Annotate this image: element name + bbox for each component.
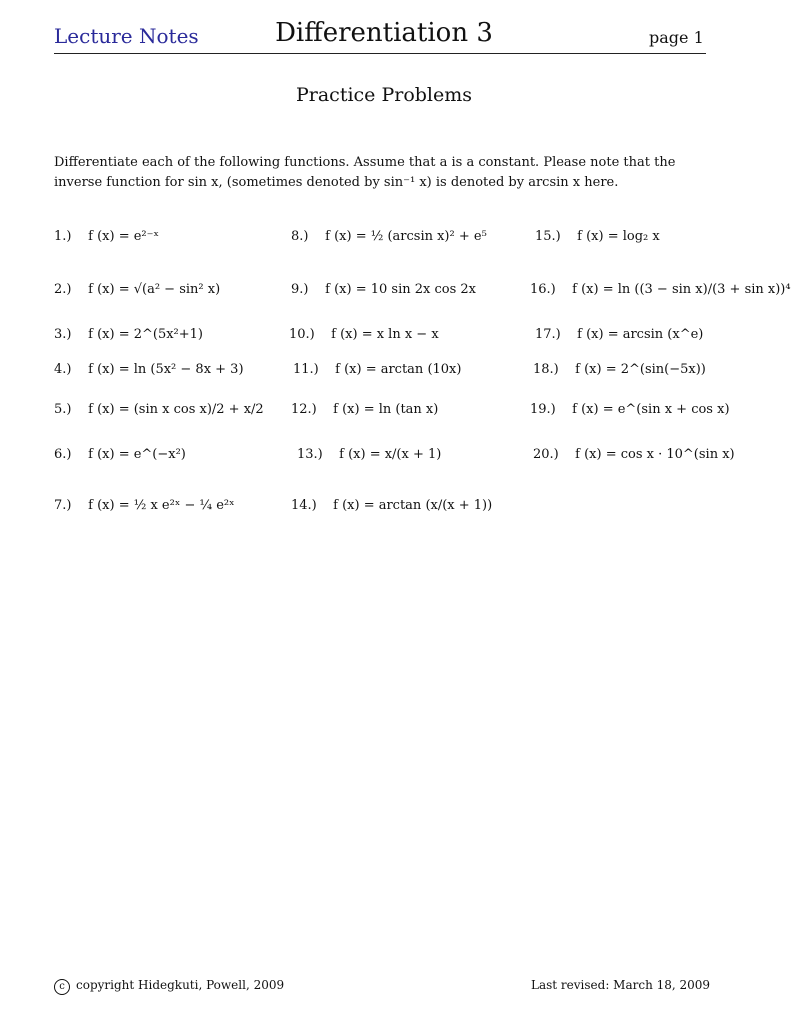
problem-number: 16.) [530,282,556,297]
problem-expression: f (x) = ln ((3 − sin x)/(3 + sin x))⁴ [572,282,791,297]
problem-expression: f (x) = 10 sin 2x cos 2x [325,282,476,297]
problem-number: 6.) [54,447,72,462]
problem-item [54,498,235,513]
section-title: Practice Problems [295,84,473,106]
problem-item [293,362,461,377]
problem-expression: f (x) = ln (tan x) [333,402,439,417]
problem-number: 20.) [533,447,559,462]
problem-item [297,447,441,462]
problem-expression: f (x) = √(a² − sin² x) [88,282,221,297]
problem-expression: f (x) = 2^(5x²+1) [88,327,204,342]
problem-expression: f (x) = x ln x − x [331,327,439,342]
problem-item [54,362,244,377]
problem-number: 12.) [291,402,317,417]
problem-number: 11.) [293,362,319,377]
problem-item [533,362,706,377]
problem-number: 1.) [54,229,72,244]
problem-expression: f (x) = 2^(sin(−5x)) [575,362,706,377]
problem-expression: f (x) = (sin x cos x)/2 + x/2 [88,402,264,417]
problem-expression: f (x) = e^(sin x + cos x) [572,402,730,417]
problem-item [530,282,791,297]
problem-expression: f (x) = ½ (arcsin x)² + e⁵ [325,229,487,244]
problem-number: 5.) [54,402,72,417]
problem-item [54,327,203,342]
copyright-icon: c [54,979,70,995]
problem-item [291,498,492,513]
copyright-text: copyright Hidegkuti, Powell, 2009 [76,978,285,992]
problem-number: 7.) [54,498,72,513]
problem-expression: f (x) = x/(x + 1) [339,447,442,462]
instructions-paragraph: Differentiate each of the following functions. Assume that a is a constant. Please note that the inverse function for sin x, (sometimes denoted by sin⁻¹ x) is denoted by arcsin x here. [54,155,676,190]
problem-item [291,229,487,244]
problem-expression: f (x) = log₂ x [577,229,660,244]
problem-number: 3.) [54,327,72,342]
problem-expression: f (x) = ln (5x² − 8x + 3) [88,362,244,377]
copyright-notice [54,978,284,995]
problem-number: 17.) [535,327,561,342]
problem-number: 18.) [533,362,559,377]
document-title: Differentiation 3 [275,18,493,48]
problem-expression: f (x) = e²⁻ˣ [88,229,159,244]
problem-number: 15.) [535,229,561,244]
problem-item [530,402,730,417]
problem-expression: f (x) = e^(−x²) [88,447,186,462]
problem-expression: f (x) = arcsin (x^e) [577,327,704,342]
problem-number: 2.) [54,282,72,297]
header-divider [54,53,706,54]
problem-item [535,327,703,342]
problem-item [54,229,159,244]
problem-expression: f (x) = ½ x e²ˣ − ¼ e²ˣ [88,498,235,513]
problem-item [289,327,439,342]
header-left-label: Lecture Notes [54,24,199,48]
problem-number: 9.) [291,282,309,297]
problem-expression: f (x) = arctan (x/(x + 1)) [333,498,493,513]
page-number: page 1 [649,28,704,47]
problem-number: 4.) [54,362,72,377]
problem-item [54,282,220,297]
problem-expression: f (x) = arctan (10x) [335,362,462,377]
last-revised: Last revised: March 18, 2009 [531,978,711,992]
problem-item [291,402,438,417]
problem-item [535,229,660,244]
problem-number: 13.) [297,447,323,462]
problem-item [54,447,186,462]
problem-number: 19.) [530,402,556,417]
problem-item [291,282,476,297]
problem-number: 8.) [291,229,309,244]
problem-expression: f (x) = cos x · 10^(sin x) [575,447,735,462]
problem-number: 14.) [291,498,317,513]
problem-item [533,447,735,462]
problem-number: 10.) [289,327,315,342]
problem-item [54,402,264,417]
